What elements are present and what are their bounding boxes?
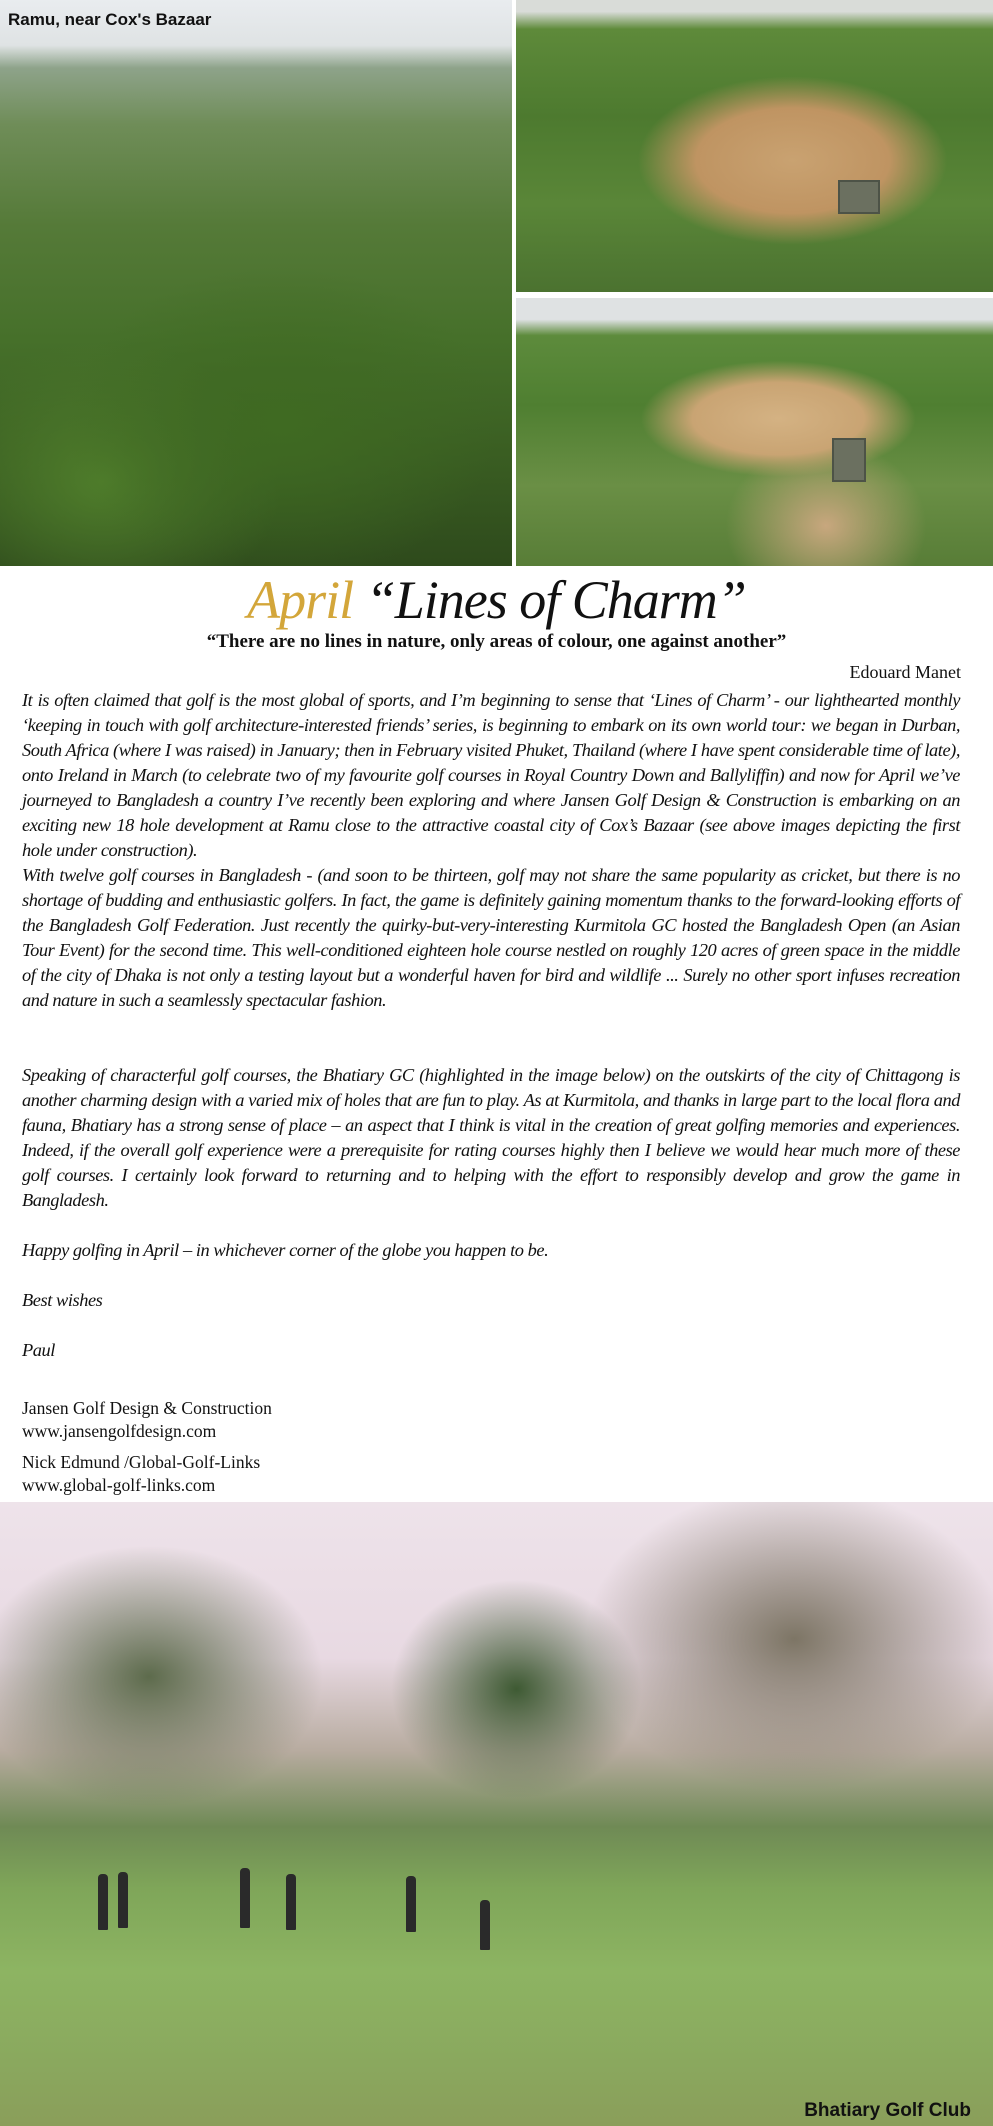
construction-photo-top [516,0,993,292]
epigraph-quote: “There are no lines in nature, only areas of colour, one against another” [206,631,787,652]
golfer-figure [480,1900,490,1950]
ramu-landscape-photo [0,0,512,566]
paragraph-intro: It is often claimed that golf is the most global of sports, and I’m beginning to sense that ‘Lines of Charm’ - our lighthearted monthly ‘keeping in touch with golf architecture-interested friends’ series, is beginning to embark on its own world tour: we began in Durban, South Africa (where I was raised) in January; then in February visited Phuket, Thailand (where I have spent considerable time of late), onto Ireland in March (to celebrate two of my favourite golf courses in Royal Country Down and Ballyliffin) and now for April we’ve journeyed to Bangladesh a country I’ve recently been exploring and where Jansen Golf Design & Construction is embarking on an exciting new 18 hole development at Ramu close to the attractive coastal city of Cox’s Bazaar (see above images depicting the first hole under construction). [22,690,960,860]
truck-icon [832,438,866,482]
company-name: Jansen Golf Design & Construction [22,1398,272,1418]
truck-icon [838,180,880,214]
photo-caption: Bhatiary Golf Club [804,2100,971,2121]
paragraph-bangladesh: With twelve golf courses in Bangladesh - (and soon to be thirteen, golf may not share the same popularity as cricket, but there is no shortage of budding and enthusiastic golfers. In fact, the game is definitely gaining momentum thanks to the forward-looking efforts of the Bangladesh Golf Federation. Just recently the quirky-but-very-interesting Kurmitola GC hosted the Bangladesh Open (an Asian Tour Event) for the second time. This well-conditioned eighteen hole course nestled on roughly 120 acres of green space in the middle of the city of Dhaka is not only a testing layout but a wonderful haven for bird and wildlife ... Surely no other sport infuses recreation and nature in such a seamlessly spectacular fashion. [22,865,960,1010]
title-text: “Lines of Charm” [365,570,746,630]
company-link[interactable]: www.jansengolfdesign.com [22,1421,217,1441]
paragraph-closing: Happy golfing in April – in whichever corner of the globe you happen to be. [22,1240,549,1260]
sign-off: Best wishes [22,1290,103,1310]
paragraph-bhatiary: Speaking of characterful golf courses, the Bhatiary GC (highlighted in the image below) on the outskirts of the city of Chittagong is another charming design with a varied mix of holes that are fun to play. As at Kurmitola, and thanks in large part to the local flora and fauna, Bhatiary has a strong sense of place – an aspect that I think is vital in the creation of great golfing memories and experiences. Indeed, if the overall golf experience were a prerequisite for rating courses highly then I believe we would hear much more of these golf courses. I certainly look forward to returning and to helping with the effort to responsibly develop and grow the game in Bangladesh. [22,1065,960,1210]
golfer-figure [406,1876,416,1932]
construction-photo-bottom [516,298,993,566]
golfer-figure [286,1874,296,1930]
partner-name: Nick Edmund /Global-Golf-Links [22,1452,261,1472]
partner-link[interactable]: www.global-golf-links.com [22,1475,216,1495]
golfer-figure [98,1874,108,1930]
photo-caption: Ramu, near Cox's Bazaar [8,10,212,29]
page-title [0,568,993,632]
title-month: April [247,570,354,630]
epigraph-author: Edouard Manet [849,662,961,682]
bhatiary-golf-photo [0,1502,993,2126]
author-name: Paul [22,1340,55,1360]
golfer-figure [118,1872,128,1928]
golfer-figure [240,1868,250,1928]
